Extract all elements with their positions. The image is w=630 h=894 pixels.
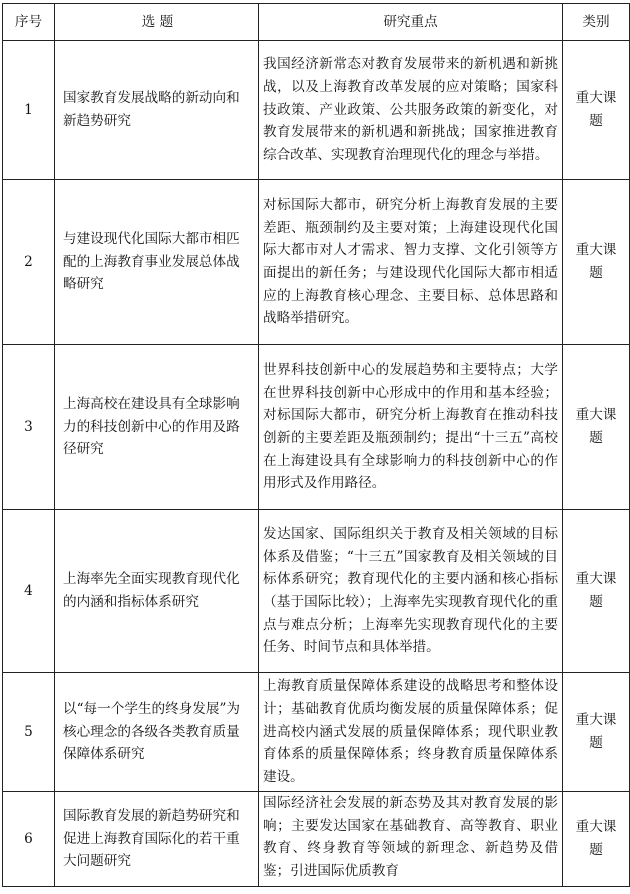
table-row bbox=[3, 792, 630, 887]
header-topic: 选 题 bbox=[55, 4, 259, 41]
table-row bbox=[3, 673, 630, 792]
row-topic: 以“每一个学生的终身发展”为核心理念的各级各类教育质量保障体系研究 bbox=[55, 673, 259, 792]
table-row bbox=[3, 510, 630, 673]
row-no: 1 bbox=[3, 41, 55, 180]
row-no: 3 bbox=[3, 345, 55, 510]
row-no: 4 bbox=[3, 510, 55, 673]
table-header-row bbox=[3, 4, 630, 41]
table-row bbox=[3, 41, 630, 180]
row-focus: 国际经济社会发展的新态势及其对教育发展的影响；主要发达国家在基础教育、高等教育、职业教育、终身教育等领域的新理念、新趋势及借鉴；引进国际优质教育 bbox=[259, 792, 563, 887]
row-topic: 与建设现代化国际大都市相匹配的上海教育事业发展总体战略研究 bbox=[55, 180, 259, 345]
header-focus: 研究重点 bbox=[259, 4, 563, 41]
row-topic: 国家教育发展战略的新动向和新趋势研究 bbox=[55, 41, 259, 180]
row-topic: 上海高校在建设具有全球影响力的科技创新中心的作用及路径研究 bbox=[55, 345, 259, 510]
table-row bbox=[3, 180, 630, 345]
row-focus: 我国经济新常态对教育发展带来的新机遇和新挑战，以及上海教育改革发展的应对策略；国家科技政策、产业政策、公共服务政策的新变化，对教育发展带来的新机遇和新挑战；国家推进教育综合改革、实现教育治理现代化的理念与举措。 bbox=[259, 41, 563, 180]
header-no: 序号 bbox=[3, 4, 55, 41]
row-category: 重大课题 bbox=[563, 180, 630, 345]
table-row bbox=[3, 345, 630, 510]
row-category: 重大课题 bbox=[563, 510, 630, 673]
row-category: 重大课题 bbox=[563, 345, 630, 510]
row-category: 重大课题 bbox=[563, 792, 630, 887]
row-focus: 对标国际大都市，研究分析上海教育发展的主要差距、瓶颈制约及主要对策；上海建设现代化国际大都市对人才需求、智力支撑、文化引领等方面提出的新任务；与建设现代化国际大都市相适应的上海教育核心理念、主要目标、总体思路和战略举措研究。 bbox=[259, 180, 563, 345]
row-topic: 国际教育发展的新趋势研究和促进上海教育国际化的若干重大问题研究 bbox=[55, 792, 259, 887]
row-no: 6 bbox=[3, 792, 55, 887]
row-focus: 世界科技创新中心的发展趋势和主要特点；大学在世界科技创新中心形成中的作用和基本经验；对标国际大都市，研究分析上海教育在推动科技创新的主要差距及瓶颈制约；提出“十三五”高校在上海建设具有全球影响力的科技创新中心的作用形式及作用路径。 bbox=[259, 345, 563, 510]
row-category: 重大课题 bbox=[563, 41, 630, 180]
row-no: 2 bbox=[3, 180, 55, 345]
row-no: 5 bbox=[3, 673, 55, 792]
row-category: 重大课题 bbox=[563, 673, 630, 792]
row-topic: 上海率先全面实现教育现代化的内涵和指标体系研究 bbox=[55, 510, 259, 673]
row-focus: 发达国家、国际组织关于教育及相关领域的目标体系及借鉴；“十三五”国家教育及相关领域的目标体系研究；教育现代化的主要内涵和核心指标（基于国际比较）；上海率先实现教育现代化的重点与难点分析；上海率先实现教育现代化的主要任务、时间节点和具体举措。 bbox=[259, 510, 563, 673]
research-topics-table bbox=[2, 3, 630, 887]
header-category: 类别 bbox=[563, 4, 630, 41]
row-focus: 上海教育质量保障体系建设的战略思考和整体设计；基础教育优质均衡发展的质量保障体系；促进高校内涵式发展的质量保障体系；现代职业教育体系的质量保障体系；终身教育质量保障体系建设。 bbox=[259, 673, 563, 792]
